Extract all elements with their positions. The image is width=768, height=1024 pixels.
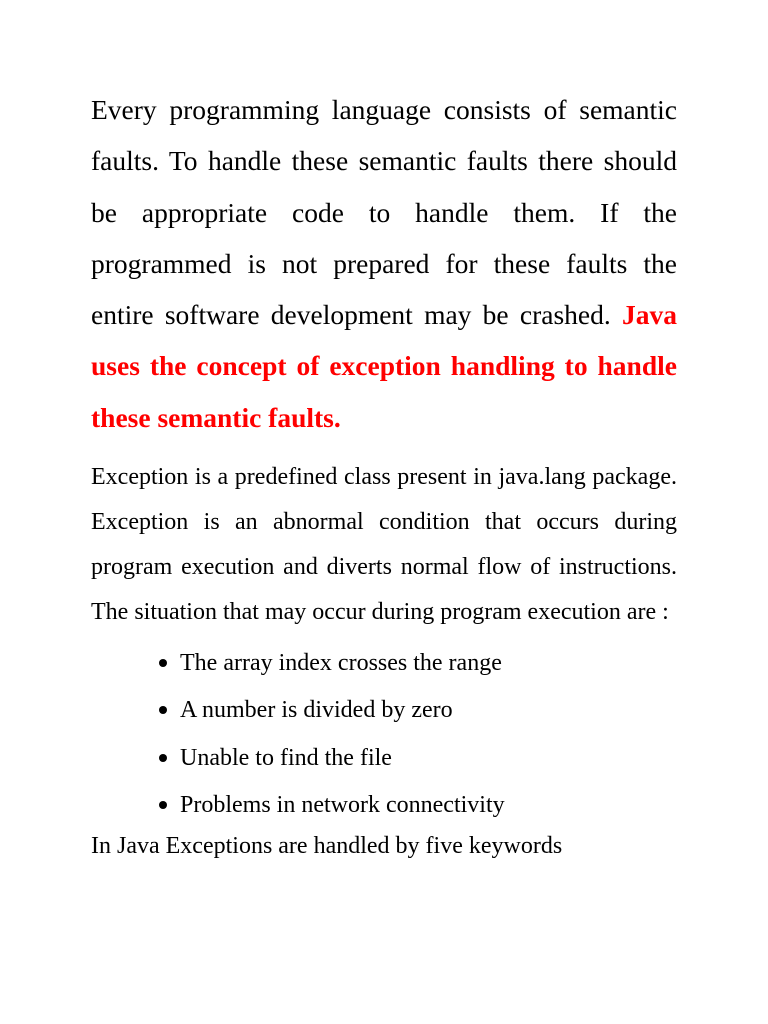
situations-list	[91, 640, 677, 829]
list-item-text: The array index crosses the range	[180, 650, 502, 677]
list-item	[159, 735, 677, 782]
document-page	[91, 84, 677, 869]
list-item-text: Unable to find the file	[180, 744, 392, 771]
list-item	[159, 640, 677, 687]
exception-paragraph: Exception is a predefined class present in java.lang package. Exception is an abnormal condition that occurs during program execution and diverts normal flow of instructions. The situation that may occur during program execution are :	[91, 464, 677, 626]
bullet-icon	[159, 754, 167, 762]
list-item-text: A number is divided by zero	[180, 697, 453, 724]
list-item	[159, 687, 677, 734]
intro-paragraph	[91, 84, 677, 443]
bullet-icon	[159, 706, 167, 714]
intro-highlight: Java uses the concept of exception handling to handle these semantic faults.	[91, 299, 677, 433]
list-item	[159, 782, 677, 829]
list-item-text: Problems in network connectivity	[180, 791, 505, 818]
intro-text: Every programming language consists of semantic faults. To handle these semantic faults there should be appropriate code to handle them. If the programmed is not prepared for these faults the entire software development may be crashed.	[91, 94, 677, 331]
closing-paragraph: In Java Exceptions are handled by five keywords	[91, 833, 563, 860]
bullet-icon	[159, 659, 167, 667]
bullet-icon	[159, 801, 167, 809]
